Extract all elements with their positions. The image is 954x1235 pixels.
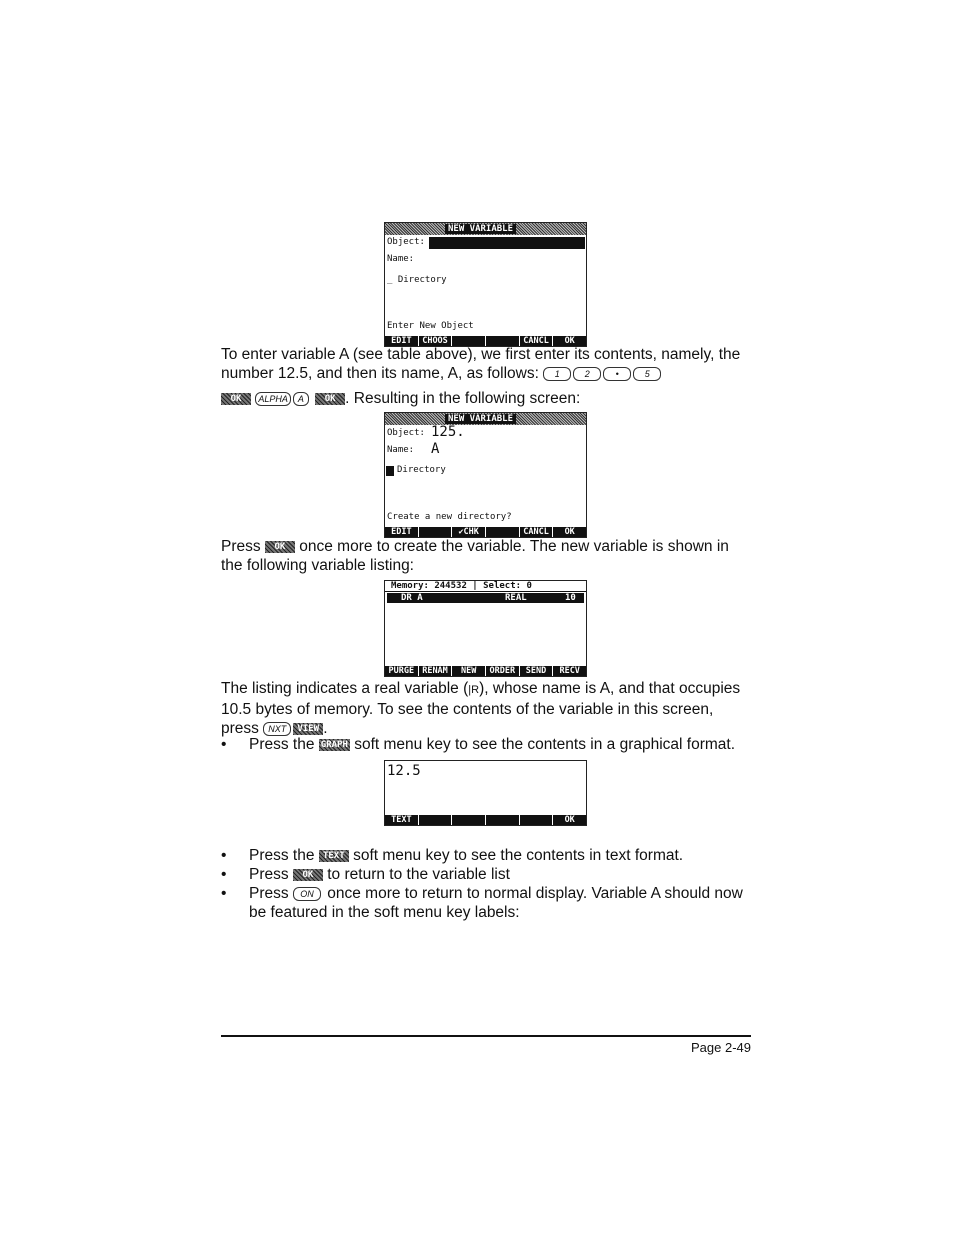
bullet-text: Press the xyxy=(249,736,315,753)
screen-title: NEW VARIABLE xyxy=(445,224,516,234)
soft-key-ok: OK xyxy=(564,815,575,825)
paragraph-text: To enter variable A (see table above), we first enter its contents, namely, the number 12.5, and then its name, A, as follows: xyxy=(221,346,741,382)
value-display: 12.5 xyxy=(387,763,421,779)
key-dot: • xyxy=(603,367,631,381)
soft-key-4 xyxy=(486,815,520,825)
name-label: Name: xyxy=(387,254,415,264)
footer-rule xyxy=(221,1035,751,1037)
screen-title: NEW VARIABLE xyxy=(445,414,516,424)
soft-key-recv: RECV xyxy=(559,666,580,676)
status-line: Enter New Object xyxy=(387,321,474,331)
soft-key-6: OK xyxy=(564,527,575,537)
object-field-highlight xyxy=(429,237,585,249)
calc-screen-new-variable-filled xyxy=(384,412,587,538)
object-label: Object: xyxy=(387,237,425,247)
name-value: A xyxy=(431,441,440,457)
soft-key-purge: PURGE xyxy=(385,666,419,676)
soft-key-2: CHOOS xyxy=(419,336,453,346)
calc-screen-variable-listing xyxy=(384,580,587,677)
object-value: 125. xyxy=(431,424,465,440)
variable-row-type: REAL xyxy=(505,593,527,603)
bullet-text: once more to return to normal display. Variable A should now be featured in the soft menu key labels: xyxy=(249,885,743,921)
key-alpha: ALPHA xyxy=(255,392,291,406)
bullet-text: Press the xyxy=(249,847,315,864)
bullet-text: to return to the variable list xyxy=(327,866,510,883)
screen-title-bar xyxy=(385,413,586,425)
bullet-text: Press xyxy=(249,885,289,902)
bullet-text: soft menu key to see the contents in a graphical format. xyxy=(354,736,736,753)
soft-key-ok: OK xyxy=(221,393,251,405)
paragraph-text: The listing indicates a real variable ( xyxy=(221,680,469,697)
key-on: ON xyxy=(293,887,321,901)
soft-key-5: CANCL xyxy=(520,527,554,537)
soft-key-rename: RENAM xyxy=(419,666,453,676)
soft-key-5: CANCL xyxy=(520,336,554,346)
directory-cursor xyxy=(386,466,394,476)
directory-checkbox: _ Directory xyxy=(387,275,447,285)
soft-key-2 xyxy=(419,527,453,537)
calc-screen-value-view xyxy=(384,760,587,826)
soft-key-text: TEXT xyxy=(385,815,419,825)
variable-row-size: 10 xyxy=(565,593,576,603)
soft-menu-bar xyxy=(385,666,586,676)
soft-key-view: VIEW xyxy=(293,723,323,735)
soft-key-new: NEW xyxy=(452,666,486,676)
soft-menu-bar xyxy=(385,527,586,537)
key-nxt: NXT xyxy=(263,722,291,736)
soft-menu-bar xyxy=(385,815,586,825)
soft-key-5 xyxy=(520,815,554,825)
soft-key-graph: GRAPH xyxy=(320,739,348,750)
soft-key-send: SEND xyxy=(520,666,554,676)
paragraph-keys-line xyxy=(221,389,751,408)
paragraph-press-ok xyxy=(221,537,751,575)
real-symbol: |R xyxy=(468,684,480,696)
key-1: 1 xyxy=(543,367,571,381)
directory-checkbox: Directory xyxy=(397,465,446,475)
variable-row-name: DR A xyxy=(401,593,423,603)
bullet-text: soft menu key to see the contents in text format. xyxy=(353,847,684,864)
soft-key-ok: OK xyxy=(293,869,323,881)
key-2: 2 xyxy=(573,367,601,381)
soft-key-ok: OK xyxy=(315,393,345,405)
object-label: Object: xyxy=(387,428,425,438)
key-a: A xyxy=(293,392,309,406)
soft-key-1: EDIT xyxy=(385,527,419,537)
paragraph-enter-variable xyxy=(221,345,751,383)
screen-title-bar xyxy=(385,223,586,235)
soft-key-4 xyxy=(486,527,520,537)
name-label: Name: xyxy=(387,445,415,455)
paragraph-listing: The listing indicates a real variable (|R), whose name is A, and that occupies 10.5 bytes of memory. To see the contents of the variable in this screen, press NXT VIEW . xyxy=(221,680,741,737)
page-number: Page 2-49 xyxy=(691,1040,751,1055)
bullet-text: Press xyxy=(249,866,289,883)
soft-key-text: TEXT xyxy=(319,850,349,862)
memory-header: Memory: 244532 | Select: 0 xyxy=(385,581,586,592)
soft-key-3 xyxy=(452,815,486,825)
soft-key-2 xyxy=(419,815,453,825)
soft-key-1: EDIT xyxy=(385,336,419,346)
paragraph-text: ), whose name is A, and that occupies 10.5 bytes of memory. To see the contents of the variable in this screen, press xyxy=(221,680,741,737)
soft-key-6: OK xyxy=(564,336,575,346)
paragraph-text: Press xyxy=(221,538,261,555)
soft-key-ok: OK xyxy=(265,541,295,553)
paragraph-text: . Resulting in the following screen: xyxy=(345,390,581,407)
key-5: 5 xyxy=(633,367,661,381)
soft-key-order: ORDER xyxy=(486,666,520,676)
status-line: Create a new directory? xyxy=(387,512,512,522)
paragraph-text: once more to create the variable. The new variable is shown in the following variable listing: xyxy=(221,538,729,574)
calc-screen-new-variable xyxy=(384,222,587,347)
soft-key-3: ✔CHK xyxy=(452,527,486,537)
